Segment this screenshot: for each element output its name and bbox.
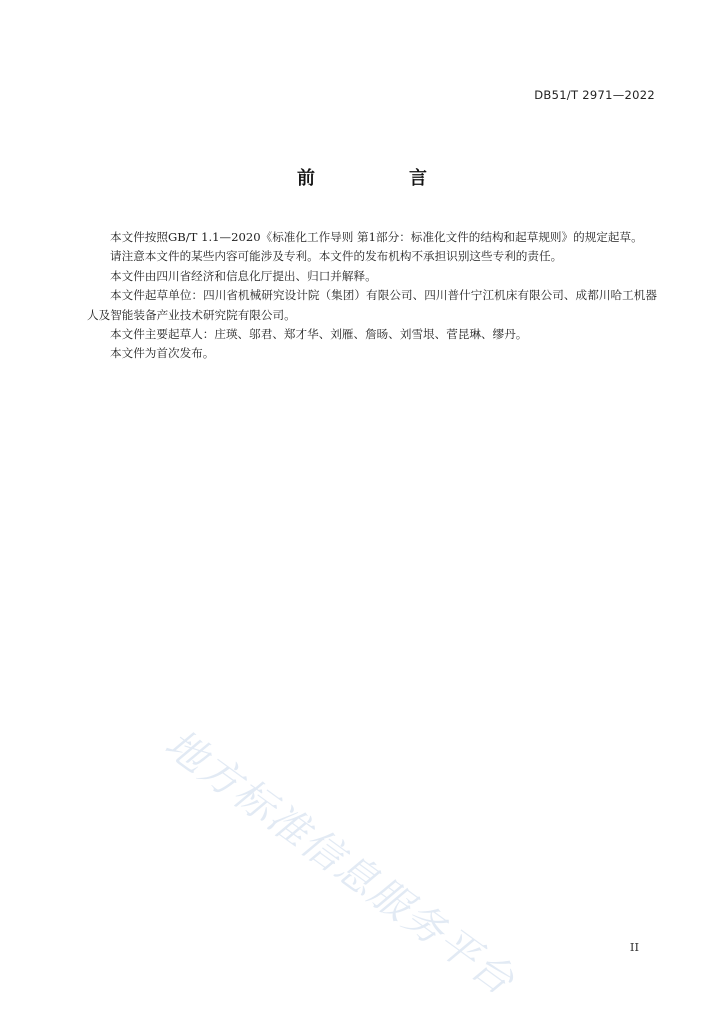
page-number: II bbox=[629, 940, 639, 954]
paragraph-drafting-units: 本文件起草单位：四川省机械研究设计院（集团）有限公司、四川普什宁江机床有限公司、成都川哈工机器人及智能装备产业技术研究院有限公司。 bbox=[87, 288, 657, 322]
paragraph-first-release: 本文件为首次发布。 bbox=[110, 346, 215, 361]
paragraph-proposer: 本文件由四川省经济和信息化厅提出、归口并解释。 bbox=[110, 268, 377, 283]
watermark-text: 地方标准信息服务平台 bbox=[156, 720, 524, 1005]
paragraph-drafters: 本文件主要起草人：庄瑛、邬君、郑才华、刘雁、詹旸、刘雪垠、菅昆琳、缪丹。 bbox=[110, 327, 528, 342]
page-title: 前 言 bbox=[297, 168, 465, 189]
standard-code: DB51/T 2971—2022 bbox=[534, 88, 655, 102]
paragraph-drafting-rules: 本文件按照GB/T 1.1—2020《标准化工作导则 第1部分：标准化文件的结构和起草规则》的规定起草。 bbox=[110, 230, 643, 244]
paragraph-patent-notice: 请注意本文件的某些内容可能涉及专利。本文件的发布机构不承担识别这些专利的责任。 bbox=[110, 249, 563, 264]
preface-body bbox=[87, 228, 657, 364]
